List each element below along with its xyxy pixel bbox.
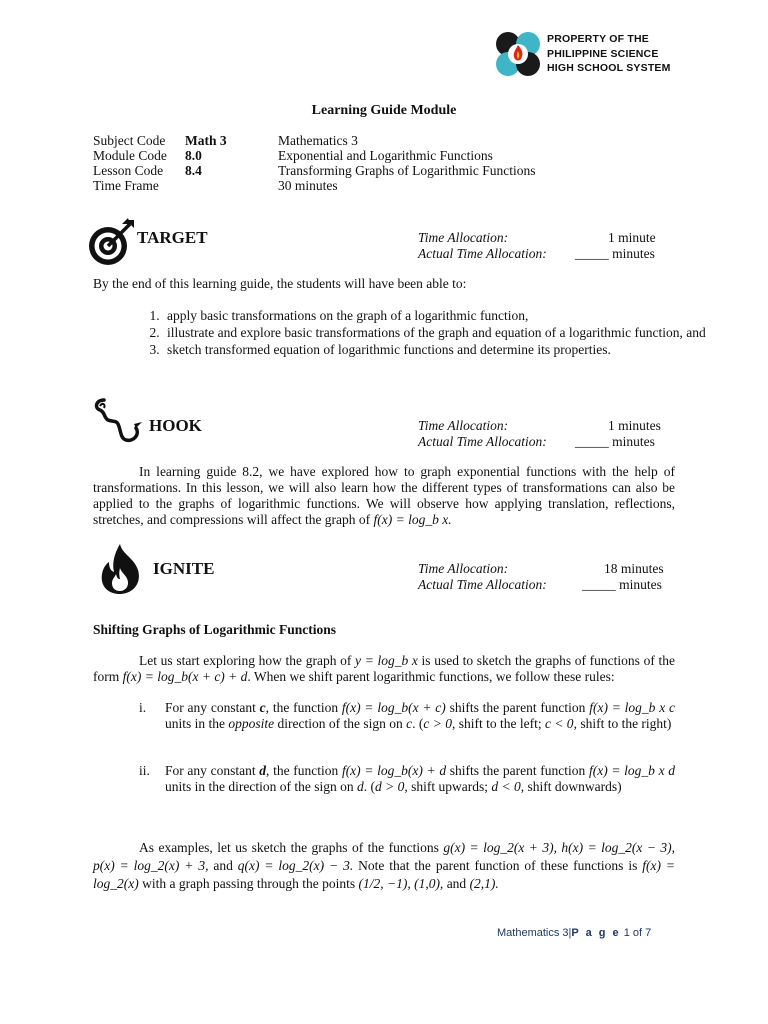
text-span: For any constant [165, 700, 260, 715]
footer-separator: | [568, 927, 572, 939]
brand-line-3: HIGH SCHOOL SYSTEM [547, 62, 671, 74]
math-span: (2,1). [469, 876, 499, 891]
ignite-heading: IGNITE [153, 559, 215, 578]
hook-text: In learning guide 8.2, we have explored how to graph exponential functions with the help of transformations. In this lesson, we will also learn how the different types of transformations can also be applied to the graphs of logarithmic functions. We will observe how applying translation, reflections, stretches, and compressions will affect the graph of [93, 464, 675, 527]
target-icon [86, 216, 138, 268]
math-span: c [259, 700, 266, 715]
hook-paragraph [93, 464, 675, 528]
math-span: q(x) = log_2(x) − 3. [237, 858, 354, 873]
text-span: units in the direction of the sign on [165, 779, 357, 794]
target-intro: By the end of this learning guide, the students will have been able to: [93, 276, 467, 291]
math-span: f(x) = log_b(x) + d [341, 763, 447, 778]
code-label: Time Frame [93, 178, 159, 193]
math-span: d > 0 [374, 779, 405, 794]
code-label: Subject Code [93, 133, 166, 148]
module-codes-table [93, 133, 535, 193]
math-span: h(x) = log_2(x − 3), p(x) = log_2(x) + 3, [93, 840, 676, 873]
math-span: f(x) = log_2(x) [93, 858, 676, 891]
code-value: 8.4 [185, 163, 202, 178]
text-span: As examples, let us sketch the graphs of the functions [139, 840, 444, 855]
text-span: , the function [265, 700, 342, 715]
list-item: 3. sketch transformed equation of logarithmic functions and determine its properties. [163, 341, 745, 358]
math-span: g(x) = log_2(x + 3), [443, 840, 557, 855]
rule-item [93, 763, 675, 811]
math-span: f(x) = log_b(x + c) + d [122, 669, 248, 684]
text-span: and [208, 858, 238, 873]
math-span: d [356, 779, 364, 794]
time-allocation-value: 18 minutes [604, 561, 664, 576]
math-span: c [406, 716, 413, 731]
code-description: 30 minutes [278, 178, 338, 193]
math-span: d < 0 [491, 779, 521, 794]
rule-text [165, 763, 675, 795]
code-value: Math 3 [185, 133, 227, 148]
hook-heading: HOOK [149, 416, 202, 435]
time-allocation-label: Time Allocation: [418, 561, 509, 576]
text-span: direction of the sign on [274, 716, 407, 731]
time-allocation-label: Time Allocation: [418, 230, 509, 245]
actual-time-value: _____ minutes [575, 246, 655, 261]
actual-time-label: Actual Time Allocation: [418, 434, 547, 449]
text-span: . ( [412, 716, 424, 731]
brand-line-1: PROPERTY OF THE [547, 33, 649, 45]
list-item: 1. apply basic transformations on the graph of a logarithmic function, [163, 307, 745, 324]
text-span: shifts the parent function [445, 700, 590, 715]
brand-text [547, 32, 671, 76]
math-span: y = log_b x [355, 653, 418, 668]
rule-text [165, 700, 675, 732]
math-span: f(x) = log_b x d [588, 763, 676, 778]
text-span: , shift to the left; [451, 716, 545, 731]
objectives-list [93, 307, 745, 358]
page-number: 1 of 7 [623, 927, 652, 939]
time-allocation-label: Time Allocation: [418, 418, 509, 433]
intro-paragraph [93, 653, 675, 685]
code-value [185, 178, 278, 193]
text-span: opposite [228, 716, 275, 731]
text-span: units in the [165, 716, 229, 731]
math-span: c < 0 [544, 716, 574, 731]
math-span: f(x) = log_b x c [589, 700, 675, 715]
math-span: c > 0 [423, 716, 452, 731]
text-span: is used to sketch the graphs of functions of the form [93, 653, 675, 684]
table-row [93, 178, 535, 193]
target-heading: TARGET [137, 228, 208, 247]
text-span: , shift upwards; [404, 779, 492, 794]
brand-line-2: PHILIPPINE SCIENCE [547, 47, 659, 60]
math-span: d [259, 763, 267, 778]
code-label: Module Code [93, 148, 167, 163]
footer-page-word: P a g e [571, 927, 621, 939]
text-span: Let us start exploring how the graph of [139, 653, 356, 668]
examples-paragraph [93, 839, 675, 893]
time-allocation-value: 1 minutes [608, 418, 661, 433]
hook-icon [90, 396, 142, 448]
actual-time-value: _____ minutes [582, 577, 662, 592]
text-span: shifts the parent function [446, 763, 589, 778]
rule-number: i. [139, 700, 147, 715]
actual-time-label: Actual Time Allocation: [418, 577, 547, 592]
time-allocation-value: 1 minute [608, 230, 656, 245]
text-span: , shift to the right) [573, 716, 672, 731]
code-value: 8.0 [185, 148, 202, 163]
list-item: 2. illustrate and explore basic transformations of the graph and equation of a logarithmic function, and [163, 324, 745, 341]
flame-icon [98, 542, 150, 594]
text-span: For any constant [165, 763, 260, 778]
rule-number: ii. [139, 763, 150, 778]
page-title: Learning Guide Module [311, 103, 457, 118]
table-row [93, 133, 535, 148]
math-span: (1/2, −1), (1,0), [358, 876, 444, 891]
pshs-logo [494, 30, 542, 78]
code-description: Exponential and Logarithmic Functions [278, 148, 493, 163]
page-footer [497, 927, 651, 939]
table-row [93, 148, 535, 163]
rule-item [93, 700, 675, 748]
table-row [93, 163, 535, 178]
text-span: with a graph passing through the points [138, 876, 359, 891]
actual-time-value: _____ minutes [575, 434, 655, 449]
footer-subject: Mathematics 3 [497, 927, 569, 939]
code-description: Mathematics 3 [278, 133, 358, 148]
hook-math: f(x) = log_b x. [373, 512, 452, 527]
text-span: and [443, 876, 470, 891]
text-span: . ( [363, 779, 375, 794]
section-heading: Shifting Graphs of Logarithmic Functions [93, 622, 337, 637]
text-span: , shift downwards) [520, 779, 622, 794]
text-span: , the function [266, 763, 342, 778]
text-span: Note that the parent function of these functions is [353, 858, 643, 873]
math-span: f(x) = log_b(x + c) [341, 700, 446, 715]
text-span: . When we shift parent logarithmic functions, we follow these rules: [247, 669, 615, 684]
code-description: Transforming Graphs of Logarithmic Functions [278, 163, 536, 178]
actual-time-label: Actual Time Allocation: [418, 246, 547, 261]
code-label: Lesson Code [93, 163, 164, 178]
